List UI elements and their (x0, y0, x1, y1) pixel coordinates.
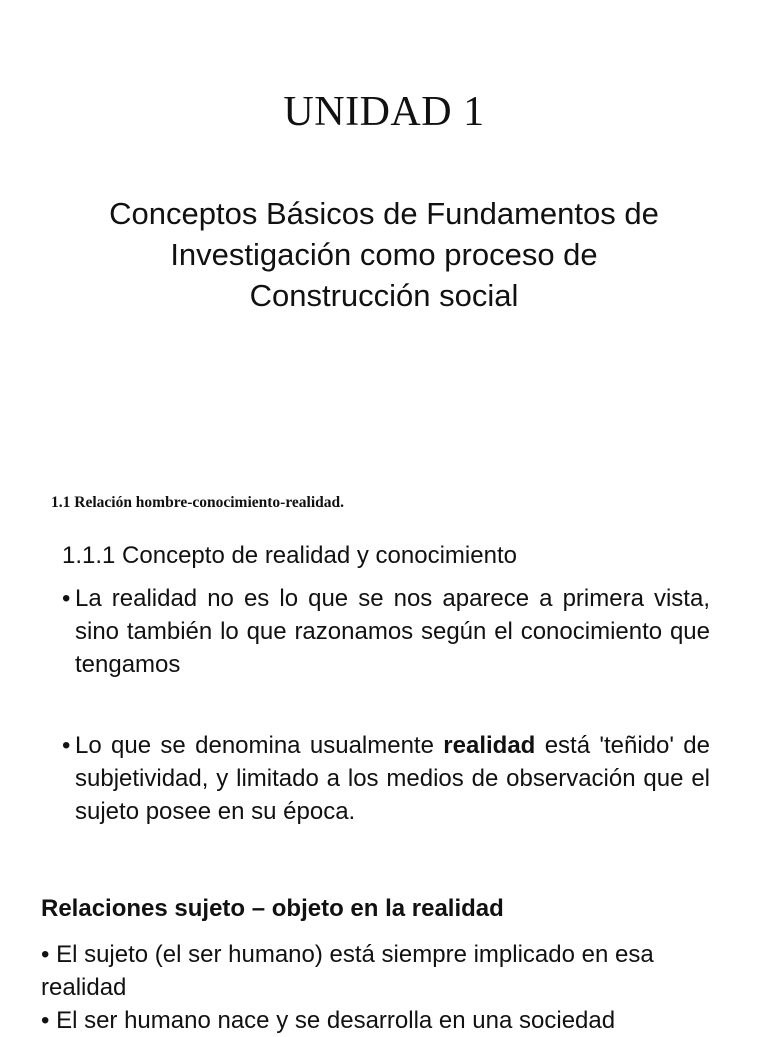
relations-bullet-1: • El sujeto (el ser humano) está siempre implicado en esa realidad (41, 941, 654, 1001)
section-heading: 1.1 Relación hombre-conocimiento-realidad. (51, 494, 345, 511)
relations-bullet-2: • El ser humano nace y se desarrolla en una sociedad (41, 1007, 616, 1034)
bullet-dot: • (62, 585, 71, 612)
bullet-text-bold: realidad (443, 732, 536, 759)
unit-title: UNIDAD 1 (283, 89, 485, 135)
realidad-bullet-1 (62, 582, 710, 681)
bullet-text-before: Lo que se denomina usualmente (75, 732, 444, 759)
subsection-heading: 1.1.1 Concepto de realidad y conocimiento (62, 542, 517, 569)
bullet-text (62, 729, 710, 828)
unit-subtitle: Conceptos Básicos de Fundamentos de Investigación como proceso de Construcción social (109, 196, 659, 313)
bullet-text-after: está 'teñido' de subjetividad, y limitado a los medios de observación que el sujeto posee en su época. (75, 732, 710, 825)
bullet-text: La realidad no es lo que se nos aparece a primera vista, sino también lo que razonamos según el conocimiento que tengamos (75, 585, 710, 678)
bullet-dot: • (62, 732, 71, 759)
realidad-bullet-2 (62, 729, 710, 828)
relations-heading: Relaciones sujeto – objeto en la realidad (41, 895, 504, 922)
